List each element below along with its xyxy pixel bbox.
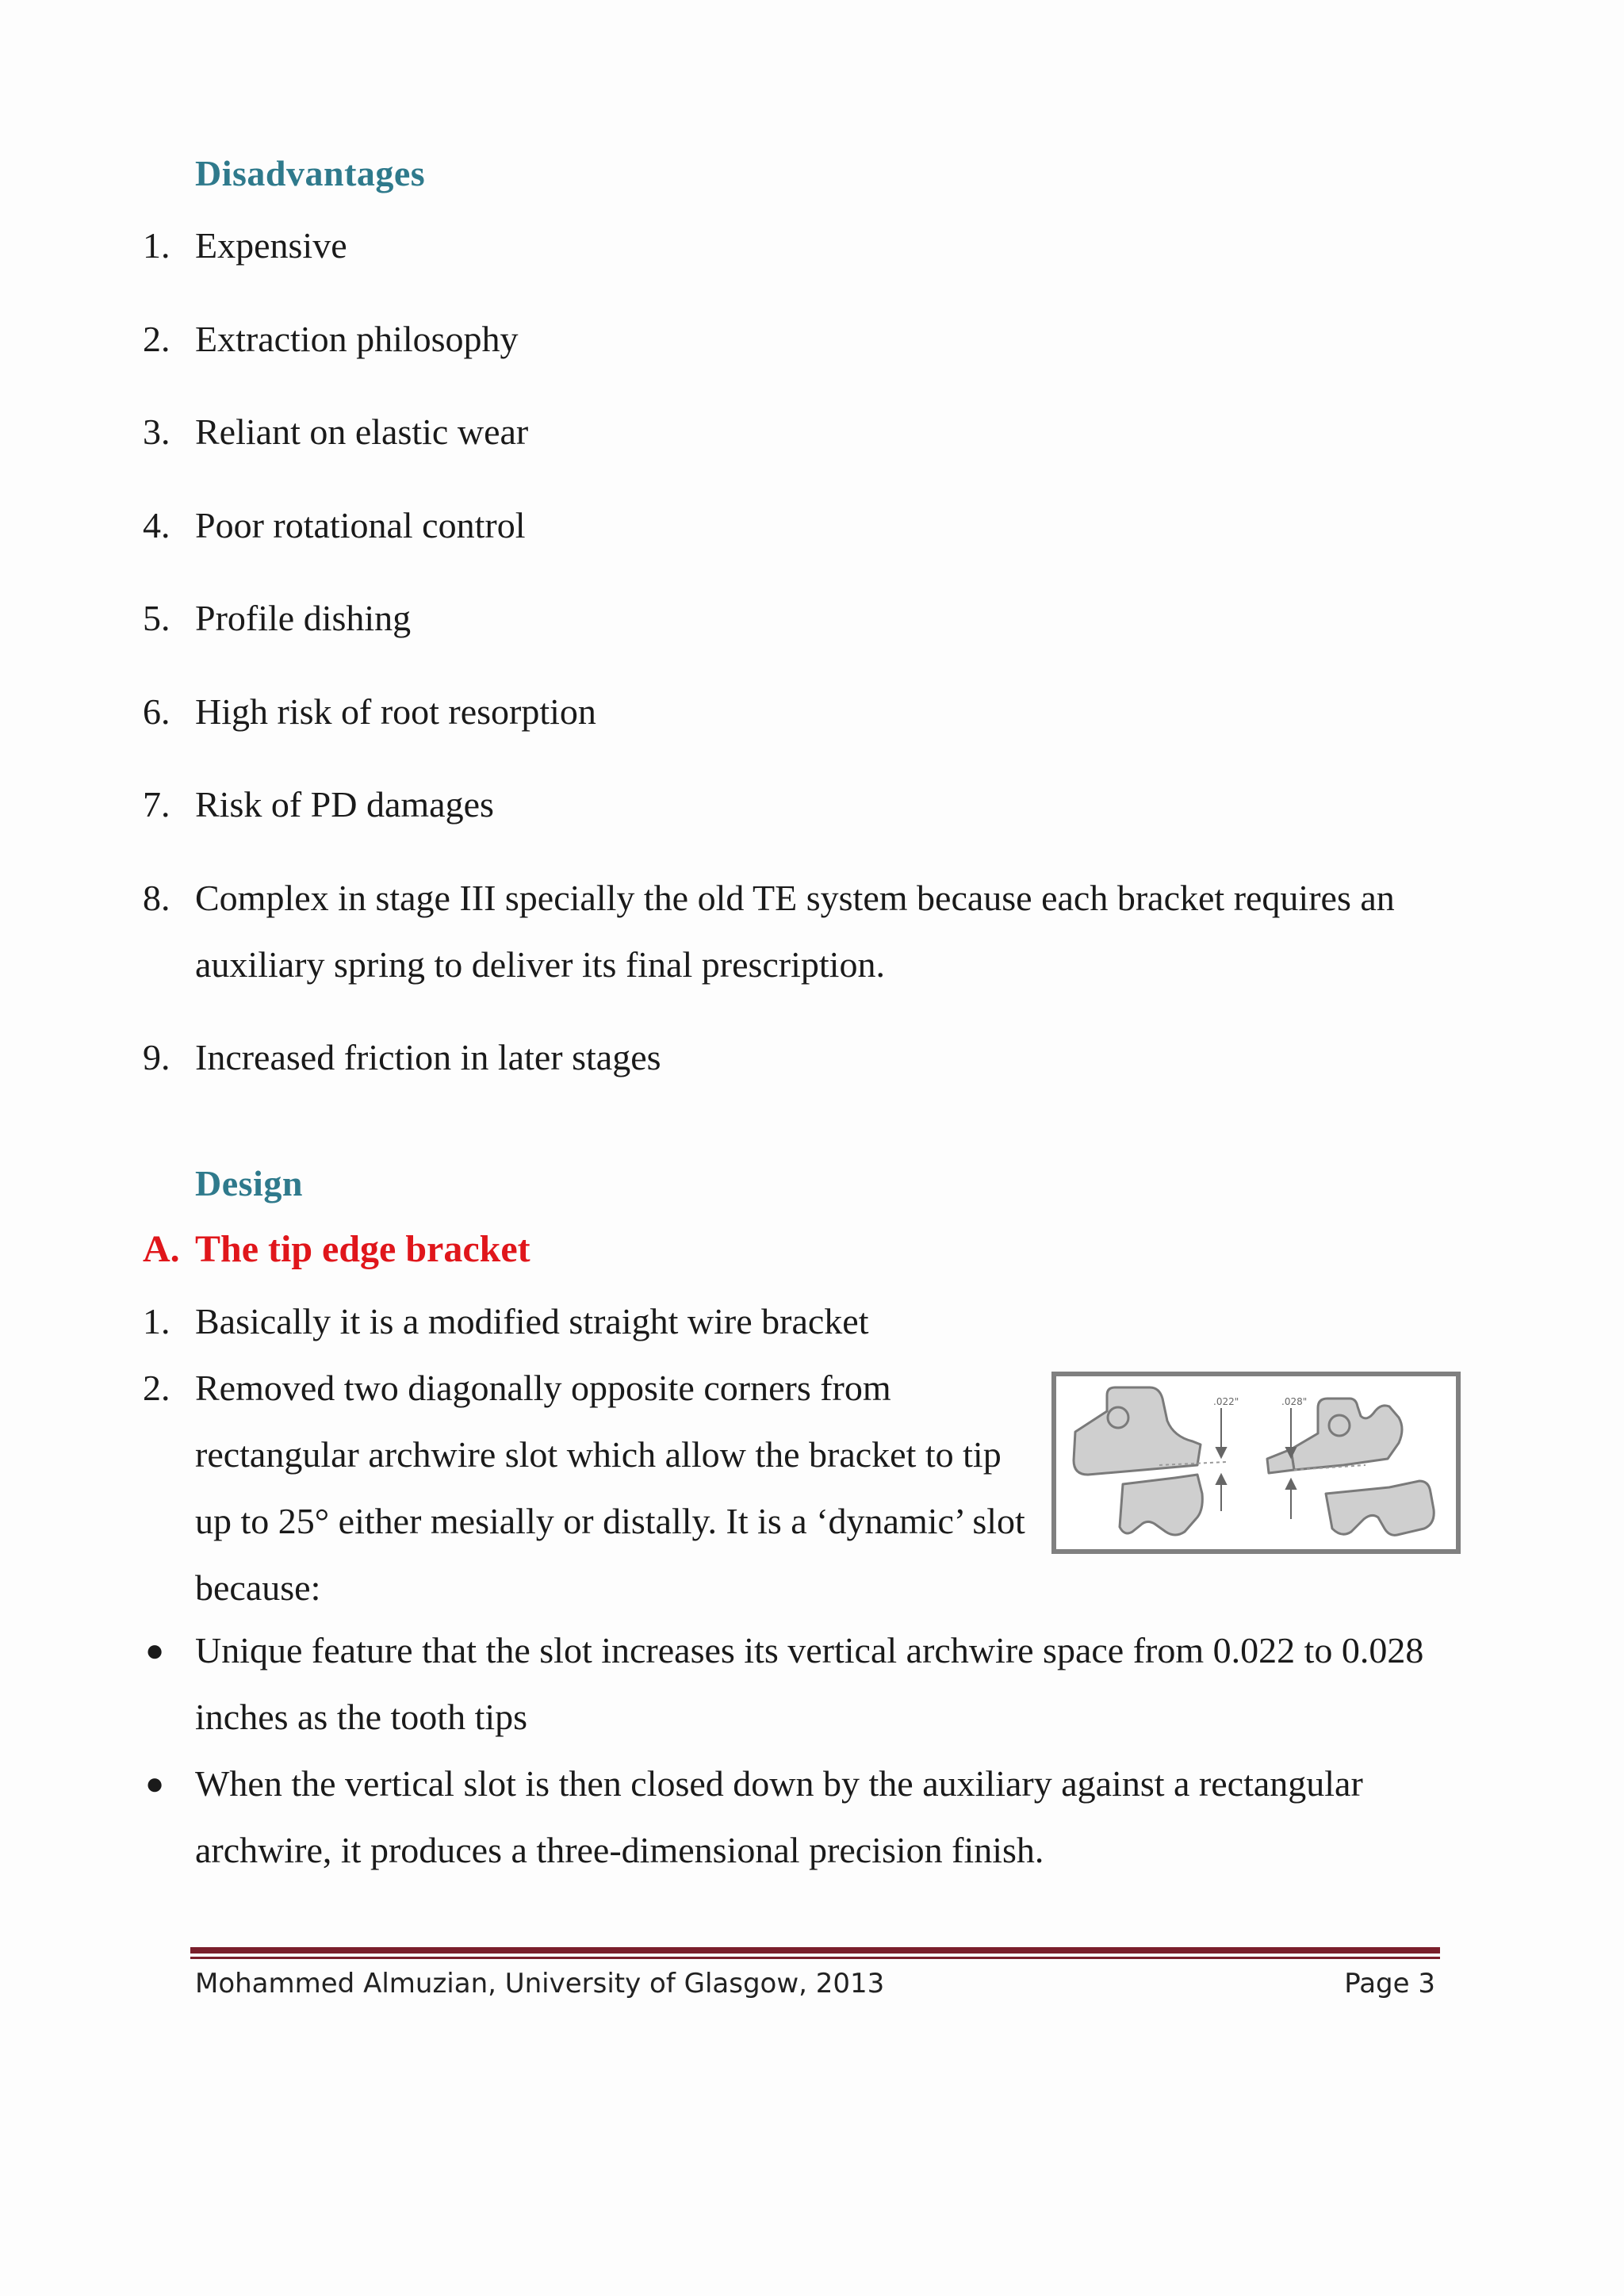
footer-rule-thin xyxy=(190,1957,1440,1959)
list-text: Extraction philosophy xyxy=(195,319,519,359)
list-text: Reliant on elastic wear xyxy=(195,411,529,452)
list-number: 5. xyxy=(143,598,170,638)
list-number: 7. xyxy=(143,784,170,825)
section-letter: A. xyxy=(143,1228,180,1270)
list-number: 1. xyxy=(143,1301,170,1341)
bullet-text: When the vertical slot is then closed down by the auxiliary against a rectangular archwire, it produces a three-dimensional precision finish. xyxy=(195,1763,1363,1870)
list-text: Poor rotational control xyxy=(195,505,526,545)
list-number: 2. xyxy=(143,1368,170,1408)
list-text: Removed two diagonally opposite corners from rectangular archwire slot which allow the bracket to tip up to 25° either mesially or distally. It is a ‘dynamic’ slot because: xyxy=(195,1368,1025,1608)
slot-label-028: .028" xyxy=(1281,1396,1308,1407)
bracket-diagram xyxy=(1056,1376,1456,1549)
list-text: Complex in stage III specially the old TE system because each bracket requires an auxiliary spring to deliver its final prescription. xyxy=(195,878,1395,985)
list-number: 6. xyxy=(143,691,170,732)
page-number: Page 3 xyxy=(1344,1968,1435,1999)
footer-rule xyxy=(190,1947,1440,1954)
list-number: 8. xyxy=(143,878,170,918)
tip-edge-bracket-figure xyxy=(1051,1372,1461,1554)
design-heading: Design xyxy=(195,1163,303,1203)
bullet-icon: ● xyxy=(145,1766,165,1801)
list-text: Risk of PD damages xyxy=(195,784,494,825)
list-text: Increased friction in later stages xyxy=(195,1037,661,1077)
bullet-text: Unique feature that the slot increases its vertical archwire space from 0.022 to 0.028 inches as the tooth tips xyxy=(195,1630,1424,1737)
list-number: 3. xyxy=(143,411,170,452)
section-title: The tip edge bracket xyxy=(195,1228,530,1270)
list-text: Expensive xyxy=(195,225,347,266)
slot-label-022: .022" xyxy=(1213,1396,1239,1407)
footer-author: Mohammed Almuzian, University of Glasgow, 2013 xyxy=(195,1968,885,1999)
disadvantages-heading: Disadvantages xyxy=(195,153,426,193)
list-number: 9. xyxy=(143,1037,170,1077)
bullet-icon: ● xyxy=(145,1632,165,1668)
list-text: Basically it is a modified straight wire bracket xyxy=(195,1301,869,1341)
list-number: 4. xyxy=(143,505,170,545)
list-text: High risk of root resorption xyxy=(195,691,596,732)
list-number: 2. xyxy=(143,319,170,359)
list-text: Profile dishing xyxy=(195,598,412,638)
list-number: 1. xyxy=(143,225,170,266)
